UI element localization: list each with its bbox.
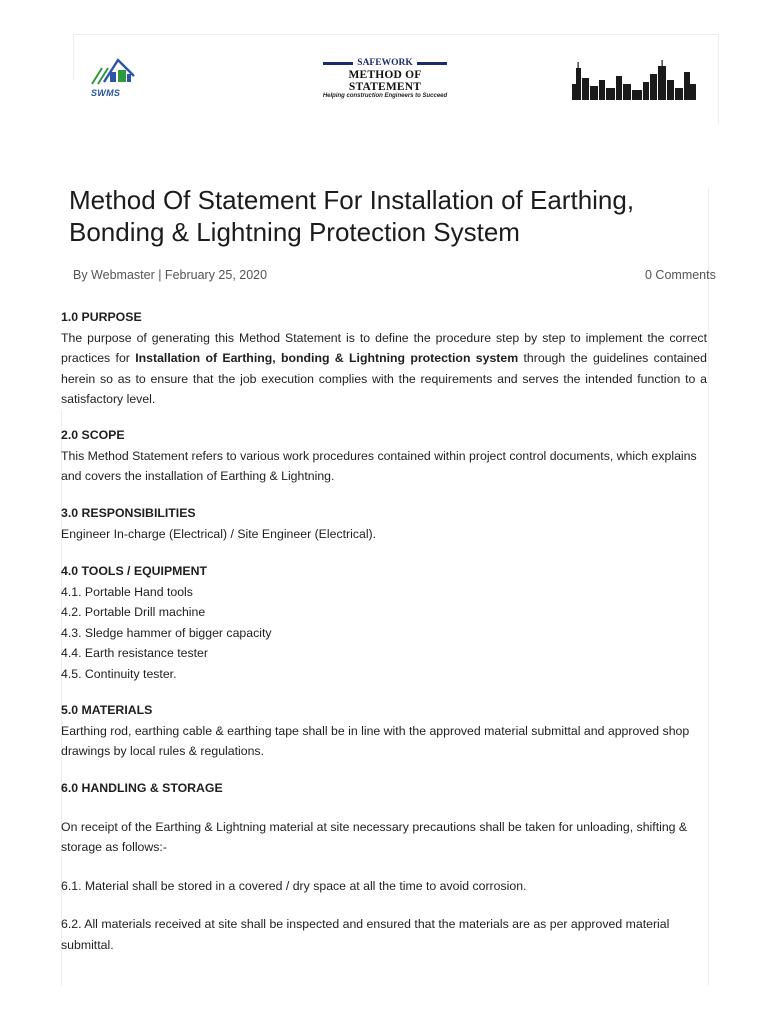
section-text: 6.2. All materials received at site shall be inspected and ensured that the materials are as per approved material submittal.	[61, 917, 670, 952]
swms-logo-text: SWMS	[91, 88, 121, 98]
section-scope	[61, 425, 707, 487]
tools-list	[61, 582, 707, 685]
section-text: Earthing rod, earthing cable & earthing tape shall be in line with the approved material submittal and approved shop drawings by local rules & regulations.	[61, 723, 690, 758]
comments-link[interactable]: 0 Comments	[645, 268, 716, 282]
article-byline[interactable]: By Webmaster | February 25, 2020	[73, 268, 268, 282]
section-text: On receipt of the Earthing & Lightning material at site necessary precautions shall be taken for unloading, shifting & storage as follows:-	[61, 819, 688, 854]
city-skyline-icon	[572, 60, 696, 100]
list-item: 4.5. Continuity tester.	[61, 666, 177, 681]
bold-phrase: Installation of Earthing, bonding & Lightning protection system	[135, 351, 519, 365]
section-materials	[61, 700, 707, 762]
section-heading: 2.0 SCOPE	[61, 428, 125, 442]
section-handling	[61, 778, 707, 955]
safework-logo[interactable]	[312, 58, 458, 99]
list-item: 4.1. Portable Hand tools	[61, 584, 193, 599]
section-responsibilities	[61, 503, 707, 544]
section-heading: 3.0 RESPONSIBILITIES	[61, 506, 196, 520]
section-text: 6.1. Material shall be stored in a covered / dry space at all the time to avoid corrosion.	[61, 878, 527, 893]
list-item: 4.3. Sledge hammer of bigger capacity	[61, 625, 272, 640]
section-text: This Method Statement refers to various work procedures contained within project control documents, which explains and covers the installation of Earthing & Lightning.	[61, 448, 697, 483]
list-item: 4.4. Earth resistance tester	[61, 646, 208, 660]
section-purpose	[61, 307, 707, 410]
section-text: Engineer In-charge (Electrical) / Site Engineer (Electrical).	[61, 526, 377, 541]
section-heading: 4.0 TOOLS / EQUIPMENT	[61, 564, 207, 578]
title-line-2: Bonding & Lightning Protection System	[69, 217, 520, 247]
title-line-1: Method Of Statement For Installation of Earthing,	[69, 185, 635, 215]
method-of-statement-title: METHOD OF STATEMENT	[348, 69, 422, 93]
section-tools	[61, 561, 707, 684]
content-frame-right	[708, 188, 709, 986]
section-heading: 6.0 HANDLING & STORAGE	[61, 781, 223, 795]
list-item: 4.2. Portable Drill machine	[61, 605, 206, 619]
header-frame-edge	[73, 34, 74, 80]
section-heading: 1.0 PURPOSE	[61, 310, 142, 324]
logo-tagline: Helping construction Engineers to Succeed	[322, 93, 448, 99]
safework-brand: SAFEWORK	[357, 58, 413, 68]
article-title	[69, 184, 768, 248]
section-heading: 5.0 MATERIALS	[61, 703, 153, 717]
section-text: The purpose of generating this Method Statement is to define the procedure step by step to implement the correct practices for Installation of Earthing, bonding & Lightning protection system through the guidelines contained herein so as to ensure that the job execution complies with the requirements and serves the intended function to a satisfactory level.	[61, 330, 707, 406]
